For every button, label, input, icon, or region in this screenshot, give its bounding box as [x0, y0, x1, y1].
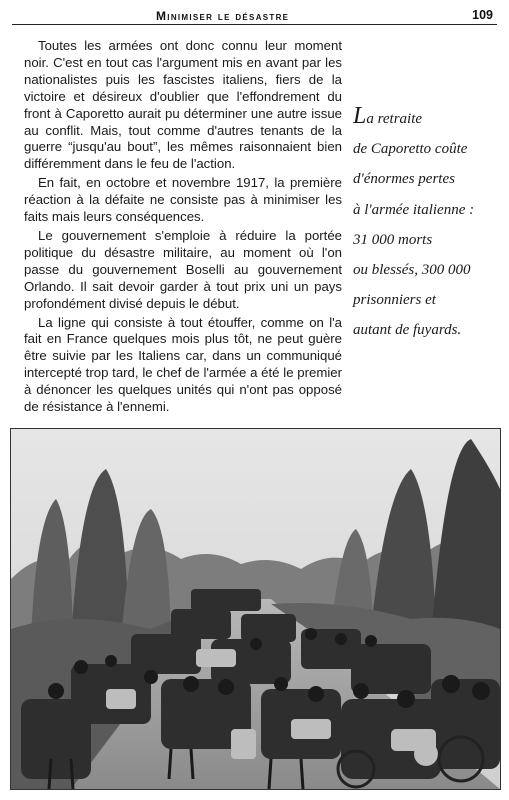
paragraph: En fait, en octobre et novembre 1917, la première réaction à la défaite ne consiste pas à minimiser les faits mais leurs conséquences.: [24, 175, 342, 225]
pull-quote-line: 31 000 morts: [353, 231, 433, 248]
pull-quote-line: ou blessés, 300 000: [353, 262, 471, 279]
body-text: [24, 38, 342, 418]
photo-illustration: [11, 429, 500, 789]
pull-quote-line: prisonniers et: [353, 292, 436, 309]
paragraph: Toutes les armées ont donc connu leur moment noir. C'est en tout cas l'argument mis en avant par les nationalistes puis les fascistes italiens, fiers de la victoire et désireux d'oublier que l'effondrement du front à Caporetto aurait pu déterminer une autre issue au conflit. Mais, tout comme d'autres tenants de la guerre “jusqu'au bout”, les mêmes raisonnaient bien différemment dans le feu de l'action.: [24, 38, 342, 172]
paragraph: La ligne qui consiste à tout étouffer, comme on l'a fait en France quelques mois plus tôt, ne peut guère être suivie par les Italiens car, dans un communiqué intercepté trop tard, le chef de l'armée a été le premier à dénoncer les quelques unités qui n'ont pas opposé de résistance à l'ennemi.: [24, 314, 342, 415]
page-number: 109: [472, 8, 493, 22]
drop-cap: L: [353, 103, 367, 129]
sidebar-pull-quote: [353, 101, 501, 346]
paragraph: Le gouvernement s'emploie à réduire la portée politique du désastre militaire, au moment où l'on passe du gouvernement Boselli au gouvernement Orlando. Il sait devoir garder à tout prix uni un pays profondément divisé depuis le début.: [24, 227, 342, 311]
chapter-title: Minimiser le désastre: [156, 9, 290, 23]
pull-quote-line: autant de fuyards.: [353, 322, 462, 339]
pull-quote-line: d'énormes pertes: [353, 171, 455, 188]
pull-quote-line: de Caporetto coûte: [353, 141, 468, 158]
header-rule: [12, 24, 497, 25]
pull-quote-line: [353, 101, 501, 134]
pull-quote-text: a retraite: [366, 111, 423, 127]
page-header: [12, 8, 497, 26]
pull-quote-line: à l'armée italienne :: [353, 201, 475, 218]
retreat-photograph: [10, 428, 501, 790]
